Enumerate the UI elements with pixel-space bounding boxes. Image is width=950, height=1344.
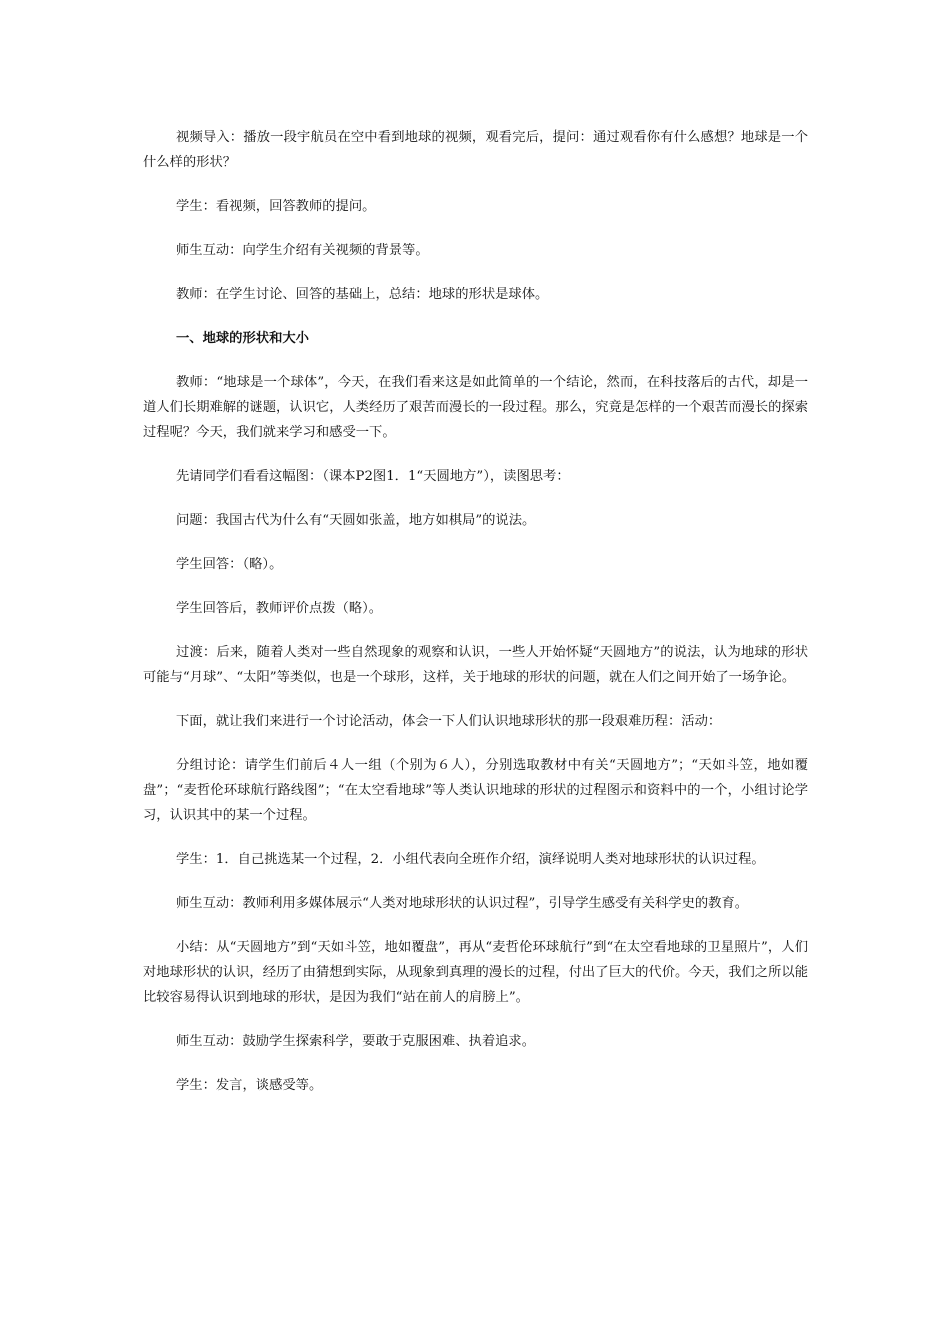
paragraph-multimedia: 师生互动：教师利用多媒体展示“人类对地球形状的认识过程”，引导学生感受有关科学史的教育。 — [176, 896, 749, 911]
paragraph-video-intro: 视频导入：播放一段宇航员在空中看到地球的视频，观看完后，提问：通过观看你有什么感想？地球是一个什么样的形状？ — [143, 130, 808, 170]
paragraph-student-answer: 学生回答：（略）。 — [176, 557, 283, 572]
paragraph-student-watch: 学生：看视频，回答教师的提问。 — [176, 199, 376, 214]
paragraph-question: 问题：我国古代为什么有“天圆如张盖，地方如棋局”的说法。 — [176, 513, 536, 528]
section-heading: 一、地球的形状和大小 — [176, 331, 309, 346]
paragraph-read-figure: 先请同学们看看这幅图：（课本P2图1．1“天圆地方”），读图思考： — [176, 469, 570, 484]
paragraph-teacher-evaluation: 学生回答后，教师评价点拨（略）。 — [176, 601, 383, 616]
paragraph-transition: 过渡：后来，随着人类对一些自然现象的观察和认识，一些人开始怀疑“天圆地方”的说法，认为地球的形状可能与“月球”、“太阳”等类似，也是一个球形，这样，关于地球的形状的问题，就在人们之间开始了一场争论。 — [143, 645, 808, 685]
paragraph-encourage: 师生互动：鼓励学生探索科学，要敢于克服困难、执着追求。 — [176, 1034, 536, 1049]
paragraph-interaction-background: 师生互动：向学生介绍有关视频的背景等。 — [176, 243, 429, 258]
paragraph-student-tasks: 学生：1．自己挑选某一个过程，2．小组代表向全班作介绍，演绎说明人类对地球形状的认识过程。 — [176, 852, 765, 867]
document-body — [143, 125, 808, 1117]
paragraph-student-speak: 学生：发言，谈感受等。 — [176, 1078, 323, 1093]
paragraph-group-discussion: 分组讨论：请学生们前后４人一组（个别为６人），分别选取教材中有关“天圆地方”；“天如斗笠，地如覆盘”；“麦哲伦环球航行路线图”；“在太空看地球”等人类认识地球的形状的过程图示和资料中的一个，小组讨论学习，认识其中的某一个过程。 — [143, 758, 808, 823]
paragraph-conclusion: 小结：从“天圆地方”到“天如斗笠，地如覆盘”，再从“麦哲伦环球航行”到“在太空看地球的卫星照片”，人们对地球形状的认识，经历了由猜想到实际，从现象到真理的漫长的过程，付出了巨大的代价。今天，我们之所以能比较容易得认识到地球的形状，是因为我们“站在前人的肩膀上”。 — [143, 940, 808, 1005]
paragraph-teacher-summary: 教师：在学生讨论、回答的基础上，总结：地球的形状是球体。 — [176, 287, 549, 302]
paragraph-teacher-intro: 教师：“地球是一个球体”，今天，在我们看来这是如此简单的一个结论，然而，在科技落后的古代，却是一道人们长期难解的谜题，认识它，人类经历了艰苦而漫长的一段过程。那么，究竟是怎样的一个艰苦而漫长的探索过程呢？今天，我们就来学习和感受一下。 — [143, 375, 808, 440]
paragraph-activity-intro: 下面，就让我们来进行一个讨论活动，体会一下人们认识地球形状的那一段艰难历程：活动： — [176, 714, 722, 729]
